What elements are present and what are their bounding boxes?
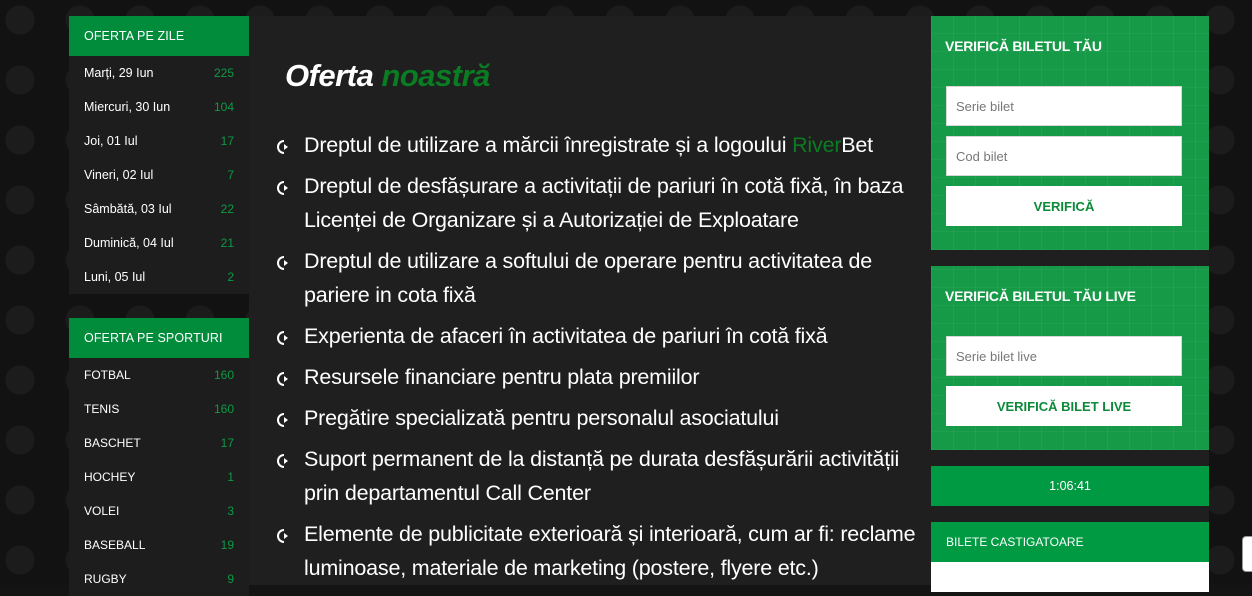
sport-item[interactable]: [69, 460, 249, 494]
day-item[interactable]: [69, 124, 249, 158]
sport-count: 160: [213, 402, 234, 416]
arrow-bullet-icon: [277, 181, 291, 195]
brand-bet: Bet: [841, 133, 873, 157]
day-label: Duminică, 04 Iul: [84, 236, 174, 250]
day-label: Sâmbătă, 03 Iul: [84, 202, 172, 216]
item-text: Suport permanent de la distanță pe durata desfășurării activității prin departamentul Call Center: [304, 447, 900, 505]
edge-widget[interactable]: [1242, 536, 1252, 572]
item-text: Dreptul de utilizare a mărcii înregistrate și a logoului: [304, 133, 793, 157]
sidebar-gap: [69, 294, 249, 318]
sport-item[interactable]: [69, 528, 249, 562]
day-count: 22: [220, 202, 234, 216]
list-item: [277, 244, 917, 312]
page-title: [285, 58, 490, 94]
sports-list: [69, 358, 249, 596]
item-text: Dreptul de desfășurare a activitații de pariuri în cotă fixă, în baza Licenței de Organizare și a Autorizației de Exploatare: [304, 174, 904, 232]
title-word-1: Oferta: [285, 58, 374, 93]
sport-label: BASCHET: [84, 436, 141, 450]
list-item: [277, 360, 917, 394]
arrow-bullet-icon: [277, 256, 291, 270]
day-count: 104: [213, 100, 234, 114]
days-list: [69, 56, 249, 294]
day-item[interactable]: [69, 226, 249, 260]
serie-input[interactable]: [954, 98, 1181, 115]
day-label: Luni, 05 Iul: [84, 270, 146, 284]
arrow-bullet-icon: [277, 413, 291, 427]
day-count: 17: [220, 134, 234, 148]
sport-label: FOTBAL: [84, 368, 131, 382]
clock: 1:06:41: [931, 466, 1209, 506]
sport-label: RUGBY: [84, 572, 127, 586]
item-text: Resursele financiare pentru plata premiilor: [304, 365, 700, 389]
sport-item[interactable]: [69, 358, 249, 392]
brand-river: River: [792, 133, 842, 157]
day-label: Joi, 01 Iul: [84, 134, 138, 148]
arrow-bullet-icon: [277, 529, 291, 543]
day-label: Vineri, 02 Iul: [84, 168, 154, 182]
day-count: 21: [220, 236, 234, 250]
arrow-bullet-icon: [277, 454, 291, 468]
live-serie-input[interactable]: [954, 348, 1181, 365]
day-count: 225: [213, 66, 234, 80]
day-item[interactable]: [69, 260, 249, 294]
item-text: Pregătire specializată pentru personalul asociatului: [304, 406, 779, 430]
sport-label: VOLEI: [84, 504, 120, 518]
separator: [931, 250, 1209, 266]
live-ticket-title: VERIFICĂ BILETUL TĂU LIVE: [945, 288, 1136, 304]
arrow-bullet-icon: [277, 372, 291, 386]
sport-item[interactable]: [69, 426, 249, 460]
day-item[interactable]: [69, 56, 249, 90]
item-text: Experienta de afaceri în activitatea de pariuri în cotă fixă: [304, 324, 828, 348]
sport-count: 160: [213, 368, 234, 382]
list-item: [277, 319, 917, 353]
main-content: [249, 16, 931, 585]
day-label: Miercuri, 30 Iun: [84, 100, 171, 114]
sport-item[interactable]: [69, 392, 249, 426]
offer-list: [277, 128, 917, 592]
separator: [931, 506, 1209, 522]
day-item[interactable]: [69, 158, 249, 192]
sports-header: OFERTA PE SPORTURI: [69, 318, 249, 358]
cod-field[interactable]: [946, 136, 1182, 176]
days-header: OFERTA PE ZILE: [69, 16, 249, 56]
ticket-check-title: VERIFICĂ BILETUL TĂU: [945, 38, 1102, 54]
verify-live-button[interactable]: VERIFICĂ BILET LIVE: [946, 386, 1182, 426]
arrow-bullet-icon: [277, 331, 291, 345]
day-item[interactable]: [69, 192, 249, 226]
list-item: [277, 169, 917, 237]
cod-input[interactable]: [954, 148, 1181, 165]
item-text: Dreptul de utilizare a softului de operare pentru activitatea de pariere in cota fixă: [304, 249, 873, 307]
live-ticket-panel: [931, 266, 1209, 450]
list-item: [277, 128, 917, 162]
verify-button[interactable]: VERIFICĂ: [946, 186, 1182, 226]
sport-count: 9: [227, 572, 234, 586]
sport-count: 1: [227, 470, 234, 484]
sport-count: 3: [227, 504, 234, 518]
sidebar: [69, 16, 249, 596]
sport-label: TENIS: [84, 402, 120, 416]
sport-item[interactable]: [69, 494, 249, 528]
sport-count: 17: [220, 436, 234, 450]
sport-count: 19: [220, 538, 234, 552]
day-count: 7: [227, 168, 234, 182]
right-column: [931, 16, 1209, 592]
list-item: [277, 401, 917, 435]
winners-header: BILETE CASTIGATOARE: [931, 522, 1209, 562]
list-item: [277, 517, 917, 585]
ticket-check-panel: [931, 16, 1209, 250]
day-label: Marți, 29 Iun: [84, 66, 154, 80]
list-item: [277, 442, 917, 510]
arrow-bullet-icon: [277, 140, 291, 154]
sport-label: BASEBALL: [84, 538, 146, 552]
title-word-2: noastră: [381, 58, 490, 93]
winners-body: [931, 562, 1209, 592]
separator: [931, 450, 1209, 466]
item-text: Elemente de publicitate exterioară și interioară, cum ar fi: reclame luminoase, materiale de marketing (postere, flyere etc.): [304, 522, 916, 580]
live-serie-field[interactable]: [946, 336, 1182, 376]
day-count: 2: [227, 270, 234, 284]
serie-field[interactable]: [946, 86, 1182, 126]
sport-label: HOCHEY: [84, 470, 136, 484]
sport-item[interactable]: [69, 562, 249, 596]
day-item[interactable]: [69, 90, 249, 124]
